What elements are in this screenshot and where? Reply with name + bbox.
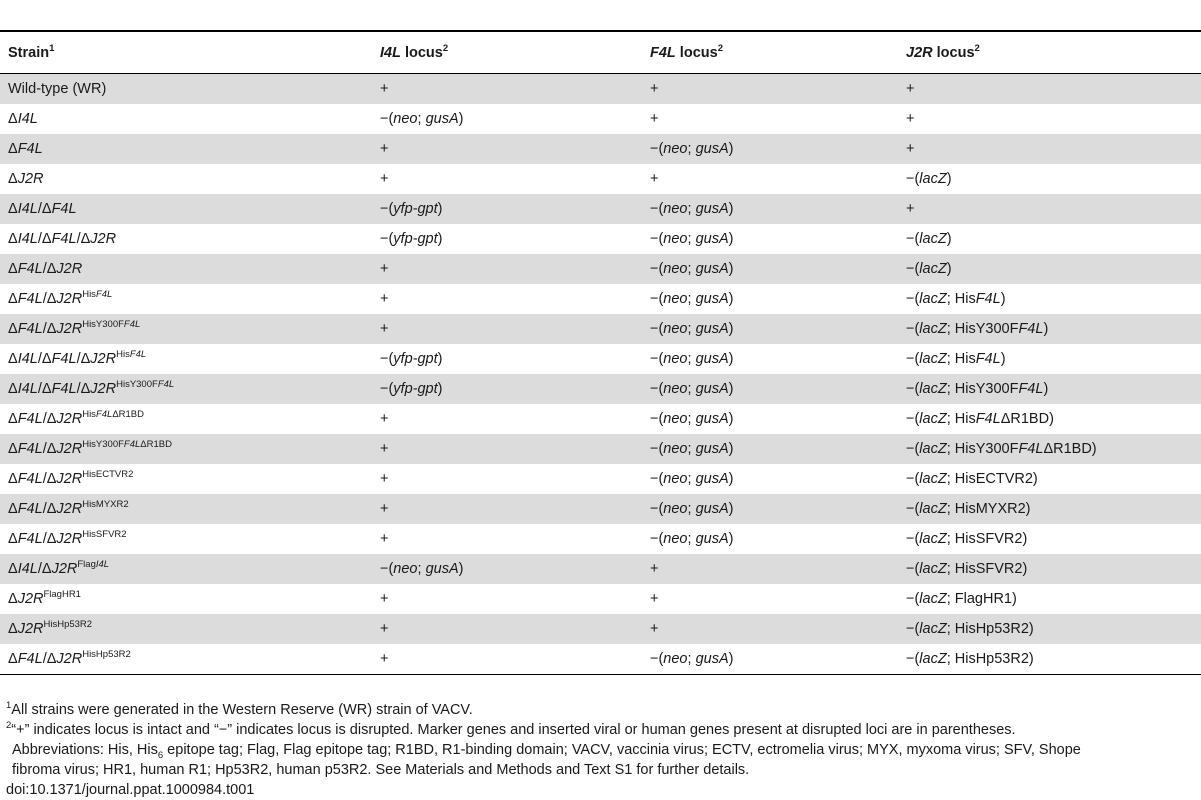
- cell-f4l-locus: +: [642, 74, 898, 105]
- cell-i4l-locus: +: [372, 644, 642, 675]
- table-row: [0, 464, 1201, 494]
- cell-i4l-locus: −(yfp-gpt): [372, 194, 642, 224]
- cell-j2r-locus: −(lacZ): [906, 171, 952, 187]
- cell-j2r-locus: −(lacZ; HisF4LΔR1BD): [906, 411, 1054, 427]
- cell-strain: ΔJ2R: [8, 171, 44, 187]
- table-row: [0, 494, 1201, 524]
- cell-f4l-locus: −(neo; gusA): [642, 494, 898, 524]
- cell-i4l-locus: +: [372, 314, 642, 344]
- footnote-1: $^1$All strains were generated in the Western Reserve (WR) strain of VACV.: [6, 700, 473, 718]
- table-row: [0, 314, 1201, 344]
- table-row: [0, 404, 1201, 434]
- cell-strain: ΔI4L: [8, 111, 38, 127]
- footnote-2-abbreviations: Abbreviations: His, His$_6$ epitope tag; Flag, Flag epitope tag; R1BD, R1-binding domain; VACV, vaccinia virus; ECTV, ectromelia virus; MYX, myxoma virus; SFV, Shope: [12, 742, 1081, 761]
- table-row: [0, 254, 1201, 284]
- top-rule: [0, 30, 1201, 32]
- footnote-2: $^2$“+” indicates locus is intact and “−” indicates locus is disrupted. Marker genes and inserted viral or human genes present at disrupted loci are in parentheses.: [6, 720, 1016, 738]
- table-row: [0, 224, 1201, 254]
- col-header-strain: Strain$^1$: [0, 33, 372, 74]
- cell-i4l-locus: +: [372, 494, 642, 524]
- cell-strain: $\Delta J2R^{FlagHR1}$: [8, 589, 81, 607]
- cell-f4l-locus: −(neo; gusA): [650, 351, 734, 367]
- table-row: [0, 644, 1201, 675]
- cell-strain: Wild-type (WR): [0, 74, 372, 105]
- cell-j2r-locus: −(lacZ; HisF4L): [906, 351, 1006, 367]
- col-header-i4l: I4L locus$^2$: [372, 33, 642, 74]
- col-header-f4l: F4L locus$^2$: [642, 33, 898, 74]
- cell-f4l-locus: −(neo; gusA): [650, 531, 734, 547]
- cell-i4l-locus: +: [380, 291, 389, 307]
- cell-f4l-locus: −(neo; gusA): [642, 374, 898, 404]
- cell-strain: ΔF4L: [0, 134, 372, 164]
- col-header-j2r: J2R locus$^2$: [898, 33, 1201, 74]
- cell-j2r-locus: −(lacZ; HisHp53R2): [898, 644, 1201, 675]
- cell-f4l-locus: +: [642, 614, 898, 644]
- table-row: [0, 164, 1201, 194]
- cell-j2r-locus: −(lacZ; HisF4L): [906, 291, 1006, 307]
- cell-strain: $\Delta F4L/\Delta J2R^{HisMYXR2}$: [0, 494, 372, 524]
- cell-j2r-locus: +: [906, 111, 915, 127]
- footnote-2-continued: fibroma virus; HR1, human R1; Hp53R2, human p53R2. See Materials and Methods and Text S1 for further details.: [12, 762, 750, 778]
- cell-strain: ΔF4L/ΔJ2R: [0, 254, 372, 284]
- cell-f4l-locus: −(neo; gusA): [642, 194, 898, 224]
- cell-f4l-locus: +: [642, 554, 898, 584]
- cell-strain: $\Delta F4L/\Delta J2R^{HisF4L\Delta R1BD}$: [8, 409, 144, 427]
- cell-i4l-locus: +: [380, 591, 389, 607]
- table-row: [0, 104, 1201, 134]
- table-row: [0, 344, 1201, 374]
- cell-j2r-locus: +: [898, 74, 1201, 105]
- cell-strain: ΔI4L/ΔF4L/ΔJ2R: [8, 231, 117, 247]
- cell-i4l-locus: −(neo; gusA): [380, 111, 464, 127]
- cell-f4l-locus: −(neo; gusA): [650, 411, 734, 427]
- cell-i4l-locus: +: [372, 434, 642, 464]
- cell-strain: $\Delta J2R^{HisHp53R2}$: [0, 614, 372, 644]
- cell-f4l-locus: −(neo; gusA): [650, 471, 734, 487]
- cell-j2r-locus: −(lacZ; HisSFVR2): [898, 554, 1201, 584]
- cell-f4l-locus: +: [650, 111, 659, 127]
- cell-strain: $\Delta I4L/\Delta J2R^{FlagI4L}$: [0, 554, 372, 584]
- cell-f4l-locus: −(neo; gusA): [650, 291, 734, 307]
- cell-f4l-locus: −(neo; gusA): [642, 644, 898, 675]
- table-row: [0, 524, 1201, 554]
- doi-line: doi:10.1371/journal.ppat.1000984.t001: [6, 782, 255, 798]
- cell-i4l-locus: +: [372, 254, 642, 284]
- cell-j2r-locus: +: [898, 194, 1201, 224]
- cell-strain: $\Delta I4L/\Delta F4L/\Delta J2R^{HisF4L}$: [8, 349, 147, 367]
- cell-strain: $\Delta F4L/\Delta J2R^{HisECTVR2}$: [8, 469, 134, 487]
- cell-f4l-locus: +: [650, 591, 659, 607]
- cell-strain: $\Delta F4L/\Delta J2R^{HisF4L}$: [8, 289, 113, 307]
- cell-i4l-locus: +: [380, 411, 389, 427]
- cell-j2r-locus: −(lacZ; HisMYXR2): [898, 494, 1201, 524]
- table-row: [0, 74, 1201, 105]
- cell-i4l-locus: +: [380, 171, 389, 187]
- cell-strain: ΔI4L/ΔF4L: [0, 194, 372, 224]
- table-row: [0, 554, 1201, 584]
- cell-i4l-locus: +: [372, 74, 642, 105]
- table-row: [0, 374, 1201, 404]
- cell-i4l-locus: +: [372, 614, 642, 644]
- table-footnotes: [6, 700, 1196, 800]
- cell-j2r-locus: +: [898, 134, 1201, 164]
- cell-f4l-locus: −(neo; gusA): [642, 134, 898, 164]
- table-top-band: [0, 0, 1201, 32]
- cell-j2r-locus: −(lacZ; FlagHR1): [906, 591, 1017, 607]
- cell-j2r-locus: −(lacZ): [906, 231, 952, 247]
- cell-j2r-locus: −(lacZ; HisY300FF4L): [898, 314, 1201, 344]
- cell-strain: $\Delta F4L/\Delta J2R^{HisSFVR2}$: [8, 529, 127, 547]
- cell-strain: $\Delta I4L/\Delta F4L/\Delta J2R^{HisY300FF4L}$: [0, 374, 372, 404]
- table-row: [0, 434, 1201, 464]
- cell-i4l-locus: −(neo; gusA): [372, 554, 642, 584]
- cell-i4l-locus: −(yfp-gpt): [380, 231, 443, 247]
- header-row: [0, 33, 1201, 74]
- table-row: [0, 134, 1201, 164]
- cell-j2r-locus: −(lacZ; HisY300FF4LΔR1BD): [898, 434, 1201, 464]
- cell-f4l-locus: −(neo; gusA): [650, 231, 734, 247]
- cell-j2r-locus: −(lacZ; HisSFVR2): [906, 531, 1028, 547]
- cell-f4l-locus: −(neo; gusA): [642, 314, 898, 344]
- cell-i4l-locus: +: [380, 471, 389, 487]
- cell-i4l-locus: −(yfp-gpt): [380, 351, 443, 367]
- table-row: [0, 284, 1201, 314]
- cell-strain: $\Delta F4L/\Delta J2R^{HisY300FF4L}$: [0, 314, 372, 344]
- cell-i4l-locus: +: [372, 134, 642, 164]
- table-row: [0, 584, 1201, 614]
- cell-f4l-locus: −(neo; gusA): [642, 434, 898, 464]
- cell-j2r-locus: −(lacZ; HisY300FF4L): [898, 374, 1201, 404]
- cell-f4l-locus: −(neo; gusA): [642, 254, 898, 284]
- table-row: [0, 614, 1201, 644]
- cell-j2r-locus: −(lacZ): [898, 254, 1201, 284]
- strain-table: [0, 33, 1201, 675]
- cell-strain: $\Delta F4L/\Delta J2R^{HisY300FF4L\Delta R1BD}$: [0, 434, 372, 464]
- cell-j2r-locus: −(lacZ; HisHp53R2): [898, 614, 1201, 644]
- cell-i4l-locus: −(yfp-gpt): [372, 374, 642, 404]
- cell-i4l-locus: +: [380, 531, 389, 547]
- table-row: [0, 194, 1201, 224]
- cell-f4l-locus: +: [650, 171, 659, 187]
- cell-j2r-locus: −(lacZ; HisECTVR2): [906, 471, 1038, 487]
- cell-strain: $\Delta F4L/\Delta J2R^{HisHp53R2}$: [0, 644, 372, 675]
